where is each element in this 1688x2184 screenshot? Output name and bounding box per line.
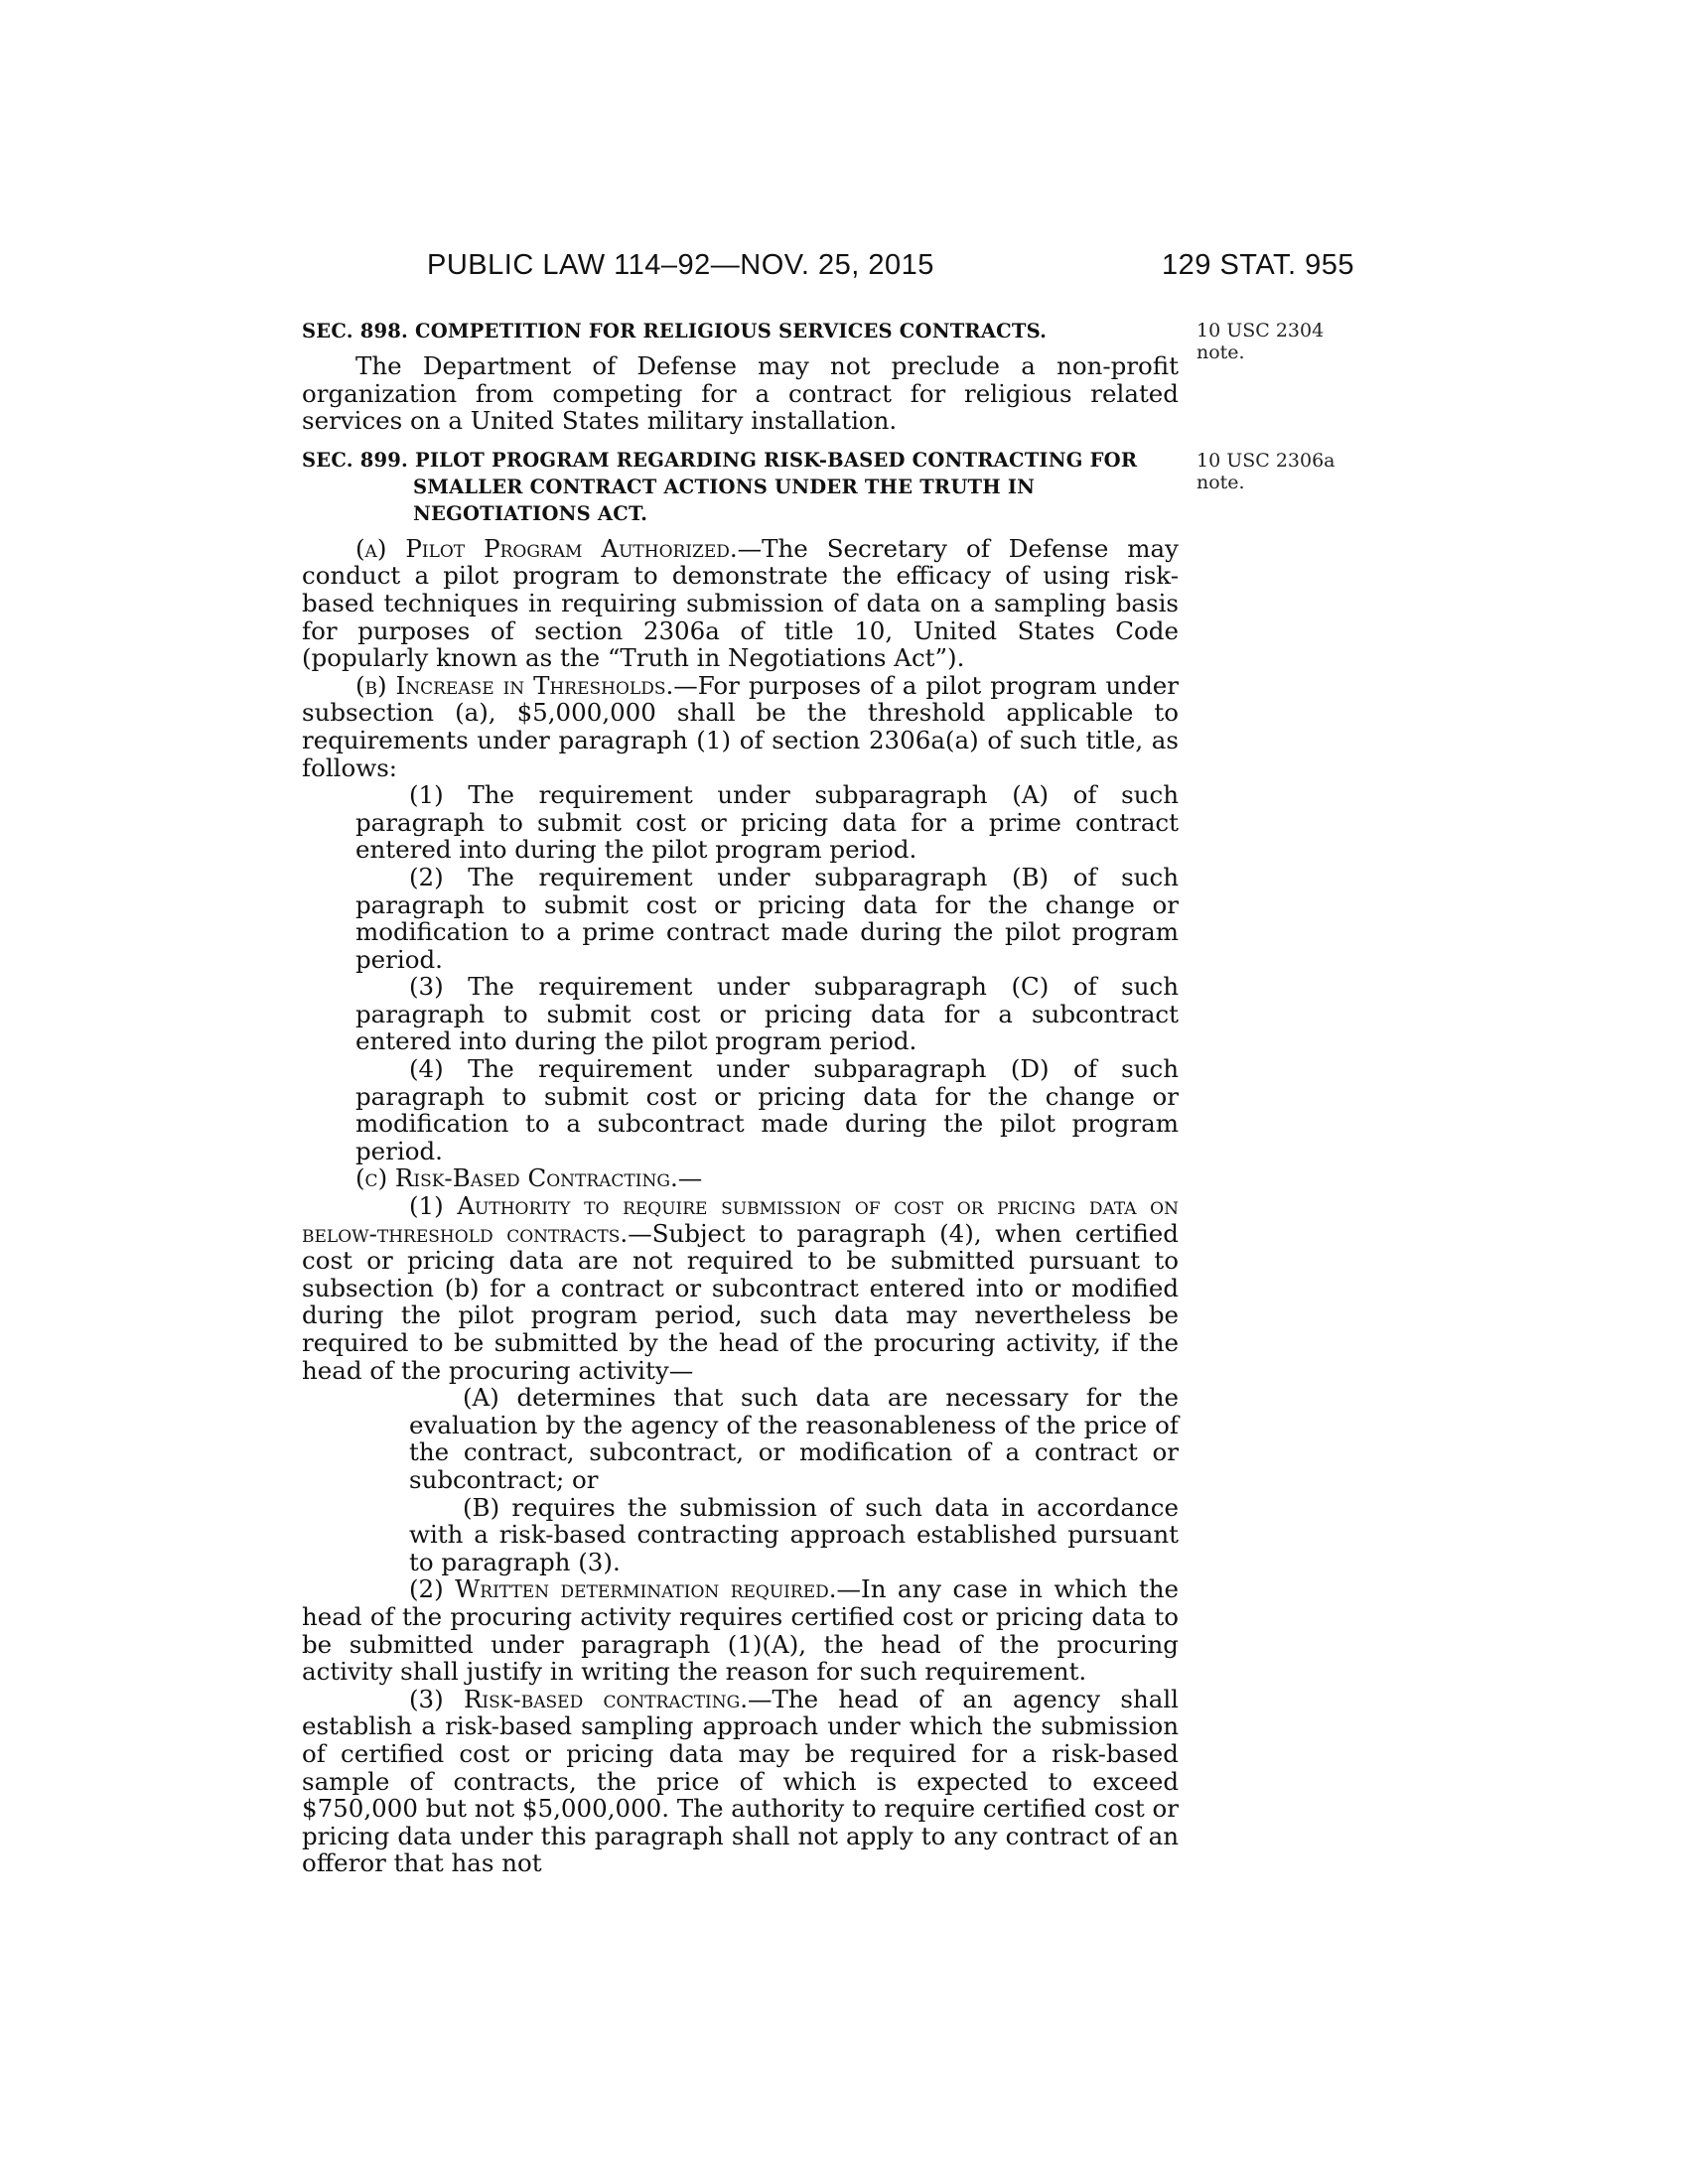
paragraph-b3: (3) The requirement under subparagraph (C) of such paragraph to submit cost or pricing data for a subcontract entered into during the pilot program period.	[355, 972, 1179, 1056]
subsection-a-text: —The Secretary of Defense may conduct a pilot program to demonstrate the efficacy of using risk-based techniques in requiring submission of data on a sampling basis for purposes of section 2306a of title 10, United States Code (popularly known as the “Truth in Negotiations Act”).	[302, 533, 1179, 673]
section-899-heading: SEC. 899. PILOT PROGRAM REGARDING RISK-BASED CONTRACTING FOR SMALLER CONTRACT ACTIONS UNDER THE TRUTH IN NEGOTIATIONS ACT.	[302, 448, 1138, 525]
paragraph-c2-label: (2) Written determination required.	[409, 1574, 837, 1604]
subsection-a-label: (a) Pilot Program Authorized.	[355, 533, 738, 563]
paragraph-c1-text: —Subject to paragraph (4), when certified cost or pricing data are not required to be submitted pursuant to subsection (b) for a contract or subcontract entered into or modified during the pilot program period, such data may nevertheless be required to be submitted by the head of the procuring activity, if the head of the procuring activity—	[302, 1218, 1179, 1385]
subparagraph-c1A: (A) determines that such data are necessary for the evaluation by the agency of the reasonableness of the price of the contract, subcontract, or modification of a contract or subcontract; or	[409, 1383, 1179, 1494]
margin-note-suffix: note.	[1196, 472, 1245, 493]
paragraph-c2	[302, 1575, 1179, 1685]
margin-note-sec899	[1196, 450, 1336, 493]
paragraph-c1-label: (1) Authority to require submission of cost or pricing data on below-threshold contracts.	[302, 1191, 1179, 1248]
paragraph-b4: (4) The requirement under subparagraph (D) of such paragraph to submit cost or pricing data for the change or modification to a subcontract made during the pilot program period.	[355, 1054, 1179, 1165]
subsection-a	[302, 535, 1179, 672]
subsection-b-label: (b) Increase in Thresholds.	[355, 670, 674, 700]
margin-note-citation: 10 USC 2304	[1196, 320, 1325, 341]
section-898-heading: SEC. 898. COMPETITION FOR RELIGIOUS SERVICES CONTRACTS.	[302, 320, 1048, 342]
paragraph-c1	[302, 1192, 1179, 1384]
paragraph-c2-text: —In any case in which the head of the procuring activity requires certified cost or pricing data to be submitted under paragraph (1)(A), the head of the procuring activity shall justify in writing the reason for such requirement.	[302, 1574, 1179, 1687]
running-header	[0, 249, 1688, 289]
statute-page-number: 129 STAT. 955	[1162, 249, 1355, 281]
subsection-b-text: —For purposes of a pilot program under subsection (a), $5,000,000 shall be the threshold applicable to requirements under paragraph (1) of section 2306a(a) of such title, as follows:	[302, 670, 1179, 782]
margin-note-citation: 10 USC 2306a	[1196, 450, 1336, 472]
subsection-b	[302, 672, 1179, 781]
statute-text	[302, 318, 1179, 1877]
subparagraph-c1B: (B) requires the submission of such data in accordance with a risk-based contracting approach established pursuant to paragraph (3).	[409, 1492, 1179, 1576]
section-898-body: The Department of Defense may not preclude a non-profit organization from competing for a contract for religious related services on a United States military installation.	[302, 351, 1179, 436]
paragraph-b2: (2) The requirement under subparagraph (B) of such paragraph to submit cost or pricing data for the change or modification to a prime contract made during the pilot program period.	[355, 862, 1179, 974]
paragraph-c3	[302, 1686, 1179, 1877]
subsection-c	[302, 1164, 1179, 1192]
paragraph-b1: (1) The requirement under subparagraph (A) of such paragraph to submit cost or pricing data for a prime contract entered into during the pilot program period.	[355, 780, 1179, 865]
margin-note-suffix: note.	[1196, 341, 1245, 363]
paragraph-c3-text: —The head of an agency shall establish a risk-based sampling approach under which the submission of certified cost or pricing data may be required for a risk-based sample of contracts, the price of which is expected to exceed $750,000 but not $5,000,000. The authority to require certified cost or pricing data under this paragraph shall not apply to any contract of an offeror that has not	[302, 1684, 1180, 1878]
margin-note-sec898	[1196, 320, 1324, 363]
subsection-c-label: (c) Risk-Based Contracting.	[355, 1163, 678, 1193]
subsection-c-text: —	[677, 1163, 703, 1193]
paragraph-c3-label: (3) Risk-based contracting.	[409, 1684, 749, 1713]
running-head-title: PUBLIC LAW 114–92—NOV. 25, 2015	[427, 249, 934, 281]
